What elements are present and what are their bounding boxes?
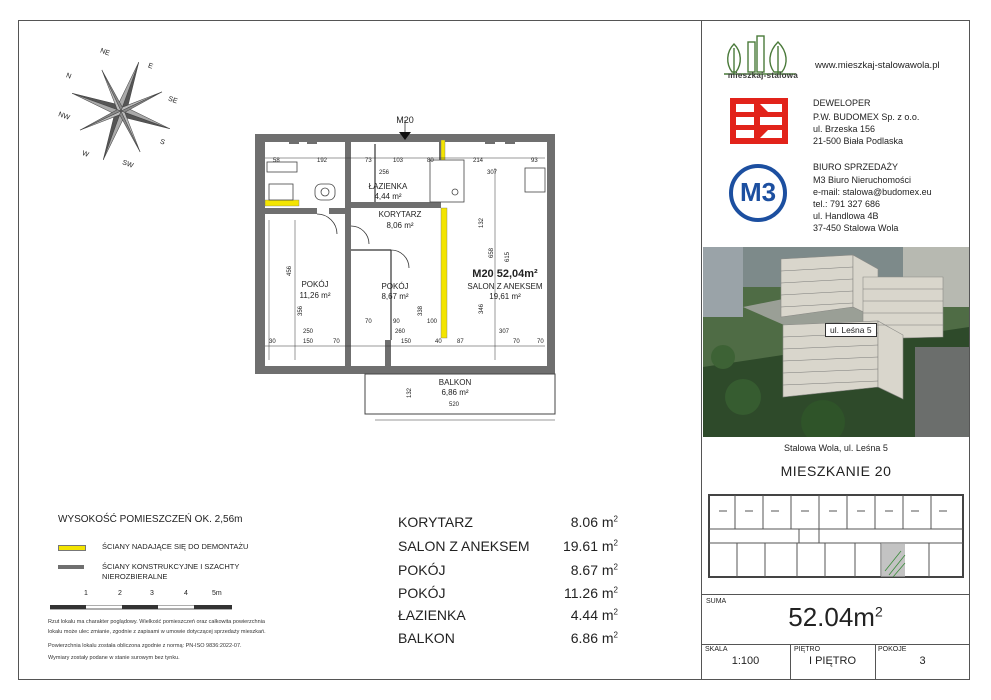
room-name: SALON Z ANEKSEM [467, 282, 543, 291]
dim-label: 214 [473, 158, 484, 164]
pokoje-label: POKOJE [878, 646, 907, 653]
m3-logo-text: M3 [739, 177, 777, 207]
compass-rose [56, 46, 186, 176]
area-row-value [564, 585, 618, 601]
room-area: 4,44 m² [374, 192, 402, 201]
gray-label: NIEROZBIERALNE [102, 572, 168, 581]
dim-label: 615 [505, 251, 512, 263]
area-row-sup: 2 [613, 630, 618, 640]
budomex-logo-graphic [730, 98, 788, 144]
scale-tick: 5m [212, 590, 222, 597]
scale-tick: 2 [118, 590, 122, 597]
compass-label: N [64, 72, 73, 81]
skala-value: 1:100 [731, 655, 760, 667]
disclaimer-note: Powierzchnia lokalu została obliczona zgodnie z normą: PN-ISO 9836:2022-07. [48, 643, 242, 649]
key-floor-plan-graphic [705, 491, 967, 581]
brand-name: mieszkaj-stalowa [727, 71, 799, 80]
dim-label: 192 [317, 158, 328, 164]
sales-line: 37-450 Stalowa Wola [813, 223, 899, 233]
area-row-value [571, 562, 618, 578]
dim-label: 150 [303, 339, 314, 345]
dim-label: 132 [407, 387, 414, 399]
room-area: 6,86 m² [441, 388, 469, 397]
area-row-sup: 2 [613, 607, 618, 617]
unit-marker: M20 [396, 115, 414, 125]
suma-value-number: 52.04m [788, 602, 875, 632]
sales-line: M3 Biuro Nieruchomości [813, 175, 912, 185]
area-row-name: POKÓJ [398, 562, 446, 578]
disclaimer-note: Wymiary zostały podane w stanie surowym bez tynku. [48, 655, 180, 661]
floor-plan [255, 115, 560, 430]
website-link[interactable]: www.mieszkaj-stalowawola.pl [815, 60, 940, 71]
dim-label: 256 [379, 170, 390, 176]
dim-label: 250 [303, 329, 314, 335]
street-tag: ul. Leśna 5 [825, 323, 877, 337]
suma-value [701, 602, 970, 633]
dim-label: 346 [479, 303, 486, 315]
room-name: BALKON [438, 378, 472, 387]
dim-label: 70 [513, 339, 520, 345]
area-row-number: 6.86 m [570, 630, 614, 646]
scale-tick: 4 [184, 590, 188, 597]
room-area: 8,06 m² [386, 221, 414, 230]
compass-label: SE [167, 95, 179, 106]
room-area: 8,67 m² [381, 292, 409, 301]
gray-swatch [58, 565, 84, 569]
area-row-number: 8.06 m [570, 514, 614, 530]
dim-label: 338 [418, 305, 425, 317]
sales-line[interactable]: tel.: 791 327 686 [813, 199, 881, 209]
compass-rose-graphic [56, 46, 186, 176]
area-row-sup: 2 [613, 514, 618, 524]
dim-label: 658 [489, 247, 496, 259]
dim-label: 132 [479, 217, 486, 229]
room-name: KORYTARZ [378, 210, 422, 219]
dim-label: 520 [449, 402, 460, 408]
dim-label: 90 [393, 319, 400, 325]
area-row-name: BALKON [398, 630, 455, 646]
suma-value-sup: 2 [874, 603, 883, 620]
building-render-graphic [703, 247, 969, 437]
dim-label: 456 [287, 265, 294, 277]
room-name: POKÓJ [301, 280, 329, 289]
yellow-swatch [58, 545, 86, 551]
pokoje-value: 3 [919, 655, 926, 667]
dim-label: 70 [365, 319, 372, 325]
sales-heading: BIURO SPRZEDAŻY [813, 162, 899, 172]
compass-label: NE [99, 47, 111, 58]
area-row-number: 8.67 m [570, 562, 614, 578]
dim-label: 307 [499, 329, 510, 335]
disclaimer-note: Rzut lokalu ma charakter poglądowy. Wielkość pomieszczeń oraz całkowita powierzchnia [48, 619, 265, 625]
room-name: ŁAZIENKA [368, 182, 408, 191]
area-row-name: ŁAZIENKA [398, 607, 466, 623]
compass-label: S [158, 138, 166, 147]
area-row-name: SALON Z ANEKSEM [398, 538, 530, 554]
compass-label: SW [121, 159, 135, 170]
scale-tick: 1 [84, 590, 88, 597]
dim-label: 103 [393, 158, 404, 164]
area-row-sup: 2 [613, 585, 618, 595]
dim-label: 40 [435, 339, 442, 345]
room-area: 11,26 m² [299, 291, 331, 300]
building-render [703, 247, 969, 437]
disclaimer-note: lokalu może ulec zmianie, zgodnie z zapisami w umowie dotyczącej sprzedaży mieszkań. [48, 629, 266, 635]
dim-label: 307 [487, 170, 498, 176]
dim-label: 356 [298, 305, 305, 317]
pietro-value: I PIĘTRO [808, 655, 857, 667]
room-name: POKÓJ [381, 282, 409, 291]
area-row-number: 11.26 m [564, 585, 614, 601]
dim-label: 80 [427, 158, 434, 164]
sales-line: ul. Handlowa 4B [813, 211, 879, 221]
right-column-divider [701, 20, 702, 680]
yellow-label: ŚCIANY NADAJĄCE SIĘ DO DEMONTAŻU [102, 542, 249, 551]
compass-label: W [81, 150, 90, 159]
dim-label: 100 [427, 319, 438, 325]
developer-line: ul. Brzeska 156 [813, 124, 876, 134]
suma-divider [701, 594, 970, 595]
area-row-value [563, 538, 618, 554]
area-row-sup: 2 [613, 562, 618, 572]
developer-line: 21-500 Biała Podlaska [813, 136, 904, 146]
area-row-value [571, 607, 618, 623]
compass-label: NW [57, 111, 71, 122]
dim-label: 58 [273, 158, 280, 164]
scale-tick: 3 [150, 590, 154, 597]
budomex-logo [730, 98, 788, 144]
area-row-value [571, 630, 618, 646]
compass-label: E [146, 62, 154, 71]
gray-label: ŚCIANY KONSTRUKCYJNE I SZACHTY [102, 562, 240, 571]
sales-line[interactable]: e-mail: stalowa@budomex.eu [813, 187, 932, 197]
area-row-name: KORYTARZ [398, 514, 473, 530]
apartment-title: MIESZKANIE 20 [780, 463, 892, 479]
pietro-label: PIĘTRO [794, 646, 821, 653]
dim-label: 150 [401, 339, 412, 345]
suma-label: SUMA [706, 598, 727, 605]
dim-label: 30 [269, 339, 276, 345]
dim-label: 70 [333, 339, 340, 345]
scale-bar-graphic [50, 605, 232, 611]
developer-heading: DEWELOPER [813, 98, 871, 108]
area-row-name: POKÓJ [398, 585, 446, 601]
dim-label: 93 [531, 158, 538, 164]
area-row-number: 19.61 m [562, 538, 614, 554]
unit-area: M20 52,04m² [472, 268, 538, 280]
room-area: 19,61 m² [489, 292, 521, 301]
render-caption: Stalowa Wola, ul. Leśna 5 [784, 443, 888, 453]
dim-label: 73 [365, 158, 372, 164]
skala-label: SKALA [705, 646, 728, 653]
area-row-sup: 2 [613, 538, 618, 548]
dim-label: 87 [457, 339, 464, 345]
area-row-number: 4.44 m [570, 607, 614, 623]
key-floor-plan [705, 491, 967, 581]
developer-line: P.W. BUDOMEX Sp. z o.o. [813, 112, 920, 122]
dim-label: 70 [537, 339, 544, 345]
info-divider [701, 644, 970, 645]
height-note: WYSOKOŚĆ POMIESZCZEŃ OK. 2,56m [58, 514, 243, 525]
m3-logo [728, 163, 788, 223]
dim-label: 260 [395, 329, 406, 335]
area-row-value [571, 514, 618, 530]
scale-bar [50, 598, 232, 604]
